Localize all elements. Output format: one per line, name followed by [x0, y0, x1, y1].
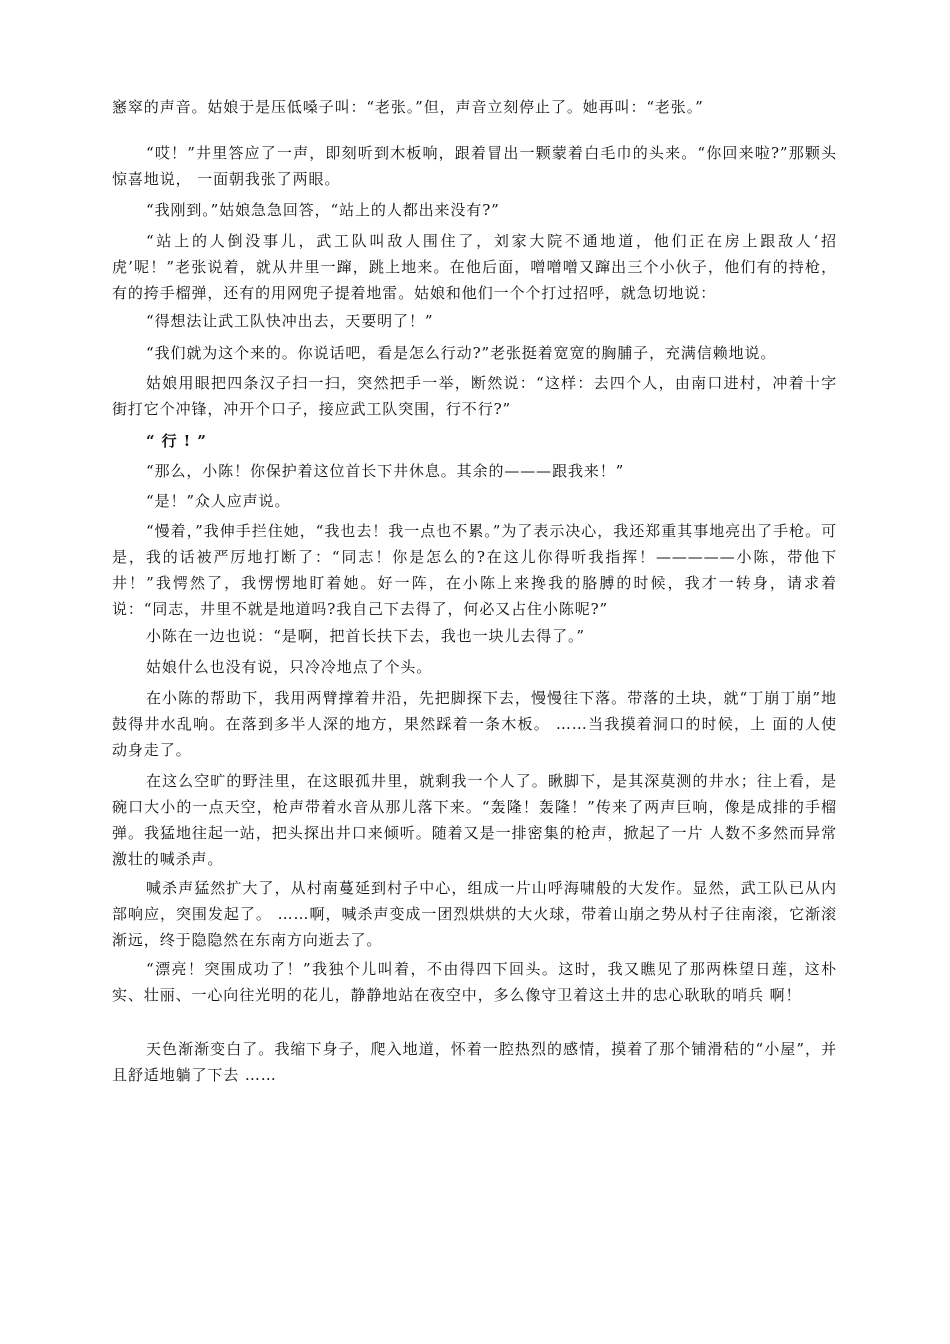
paragraph-2: “哎！”井里答应了一声，即刻听到木板响，跟着冒出一颗蒙着白毛巾的头来。“你回来啦?”那颗头惊喜地说， 一面朝我张了两眼。: [112, 144, 837, 188]
paragraph-8: “ 行 ! ”: [146, 432, 207, 450]
paragraph-11: “慢着，”我伸手拦住她，“我也去！我一点也不累。”为了表示决心，我还郑重其事地亮出了手枪。可是，我的话被严厉地打断了：“同志！你是怎么的?在这儿你得听我指挥！—————小陈，带他下井！”我愕然了，我愣愣地盯着她。好一阵，在小陈上来搀我的胳膊的时候，我才一转身，请求着说：“同志，井里不就是地道吗?我自己下去得了，何必又占住小陈呢?”: [112, 522, 837, 618]
paragraph-4: “站上的人倒没事儿，武工队叫敌人围住了，刘家大院不通地道，他们正在房上跟敌人‘招虎’呢！”老张说着，就从井里一蹿，跳上地来。在他后面，噌噌噌又蹿出三个小伙子，他们有的持枪，有的挎手榴弹，还有的用网兜子提着地雷。姑娘和他们一个个打过招呼，就急切地说：: [112, 232, 837, 302]
paragraph-1: 窸窣的声音。姑娘于是压低嗓子叫：“老张。”但，声音立刻停止了。她再叫：“老张。”: [112, 98, 704, 116]
paragraph-5: “得想法让武工队快冲出去，天要明了！”: [146, 312, 434, 330]
paragraph-14: 在小陈的帮助下，我用两臂撑着井沿，先把脚探下去，慢慢往下落。带落的土块，就“丁崩丁崩”地鼓得井水乱响。在落到多半人深的地方，果然踩着一条木板。 ……当我摸着洞口的时候，上 面的人使动身走了。: [112, 689, 837, 759]
paragraph-10: “是！”众人应声说。: [146, 492, 291, 510]
paragraph-7: 姑娘用眼把四条汉子扫一扫，突然把手一举，断然说：“这样：去四个人，由南口进村，冲着十字街打它个冲锋，冲开个口子，接应武工队突围，行不行?”: [112, 374, 837, 418]
paragraph-13: 姑娘什么也没有说，只冷冷地点了个头。: [146, 658, 433, 676]
paragraph-16: 喊杀声猛然扩大了，从村南蔓延到村子中心，组成一片山呼海啸般的大发作。显然，武工队已从内部响应，突围发起了。 ……啊，喊杀声变成一团烈烘烘的大火球，带着山崩之势从村子往南滚，它渐滚渐远，终于隐隐然在东南方向逝去了。: [112, 879, 837, 949]
paragraph-3: “我刚到。”姑娘急急回答，“站上的人都出来没有?”: [146, 201, 500, 219]
paragraph-17: “漂亮！突围成功了！”我独个儿叫着，不由得四下回头。这时，我又瞧见了那两株望日莲，这朴实、壮丽、一心向往光明的花儿，静静地站在夜空中，多么像守卫着这土井的忠心耿耿的哨兵 啊！: [112, 960, 837, 1004]
paragraph-9: “那么，小陈！你保护着这位首长下井休息。其余的———跟我来！”: [146, 462, 625, 480]
paragraph-12: 小陈在一边也说：“是啊，把首长扶下去，我也一块儿去得了。”: [146, 627, 585, 645]
paragraph-15: 在这么空旷的野洼里，在这眼孤井里，就剩我一个人了。瞅脚下，是其深莫测的井水；往上看，是碗口大小的一点天空，枪声带着水音从那儿落下来。“轰隆！轰隆！”传来了两声巨响，像是成排的手榴弹。我猛地往起一站，把头探出井口来倾听。随着又是一排密集的枪声，掀起了一片 人数不多然而异常激壮的喊杀声。: [112, 772, 837, 868]
paragraph-6: “我们就为这个来的。你说话吧，看是怎么行动?”老张挺着宽宽的胸脯子，充满信赖地说。: [146, 344, 777, 362]
paragraph-18: 天色渐渐变白了。我缩下身子，爬入地道，怀着一腔热烈的感情，摸着了那个铺滑秸的“小屋”，并且舒适地躺了下去 ……: [112, 1040, 837, 1084]
